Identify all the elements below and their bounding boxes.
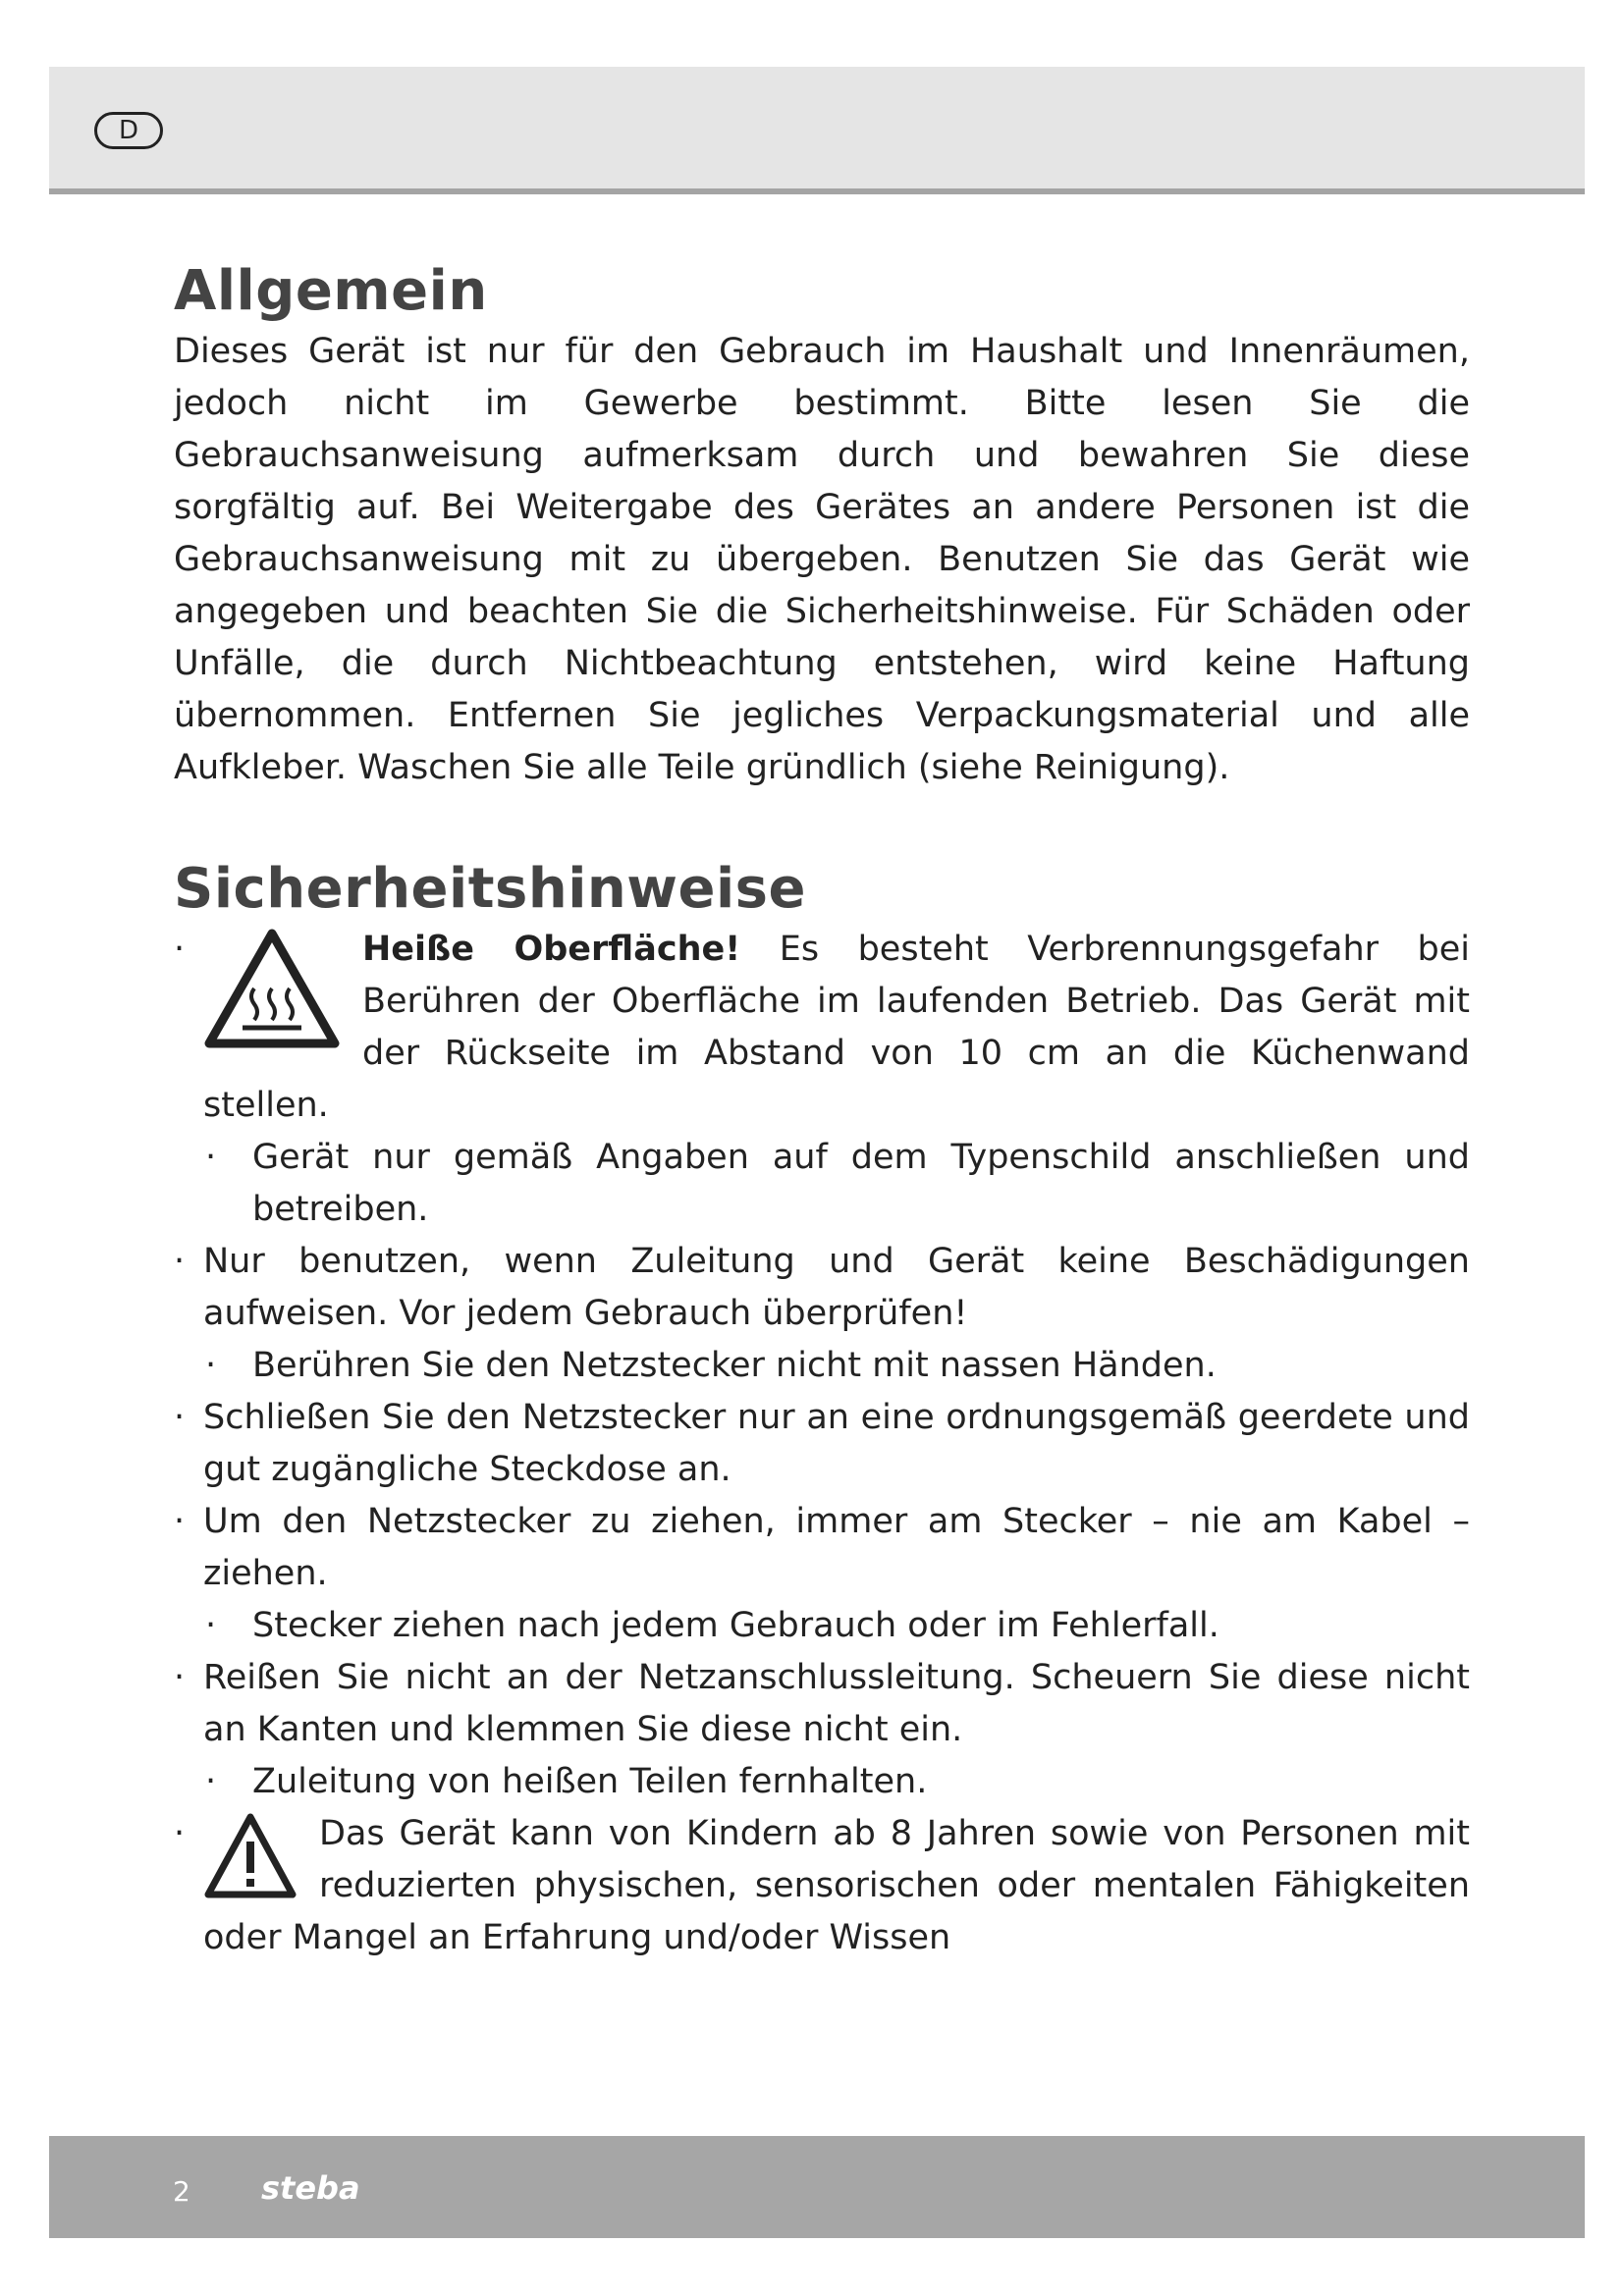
general-paragraph: Dieses Gerät ist nur für den Gebrauch im Haushalt und Innenräumen, jedoch nicht im Gewerbe bestimmt. Bitte lesen Sie die Gebrauchsanweisung aufmerksam durch und bewahren Sie diese sorgfältig auf. Bei Weitergabe des Gerätes an andere Personen ist die Gebrauchsanweisung mit zu übergeben. Benutzen Sie das Gerät wie angegeben und beachten Sie die Sicherheitshinweise. Für Schäden oder Unfälle, die durch Nichtbeachtung entstehen, wird keine Haftung übernommen. Entfernen Sie jegliches Verpackungsmaterial und alle Aufkleber. Waschen Sie alle Teile gründlich (siehe Reinigung). [174,332,1470,787]
safety-item: · Gerät nur gemäß Angaben auf dem Typenschild anschließen und betreiben. [205,1138,1470,1229]
language-badge: D [94,112,163,149]
safety-item: · Reißen Sie nicht an der Netzanschlussleitung. Scheuern Sie diese nicht an Kanten und klemmen Sie diese nicht ein. [174,1658,1470,1749]
hot-surface-warning-icon [203,928,341,1049]
hot-surface-heading: Heiße Oberfläche! [362,930,741,969]
safety-item-hot-surface [174,924,1470,1132]
safety-item: · Um den Netzstecker zu ziehen, immer am Stecker – nie am Kabel – ziehen. [174,1502,1470,1593]
safety-item: · Stecker ziehen nach jedem Gebrauch oder im Fehlerfall. [205,1606,1219,1645]
page-footer [49,2136,1585,2238]
exclamation-warning-icon [203,1812,298,1900]
safety-item-children [174,1808,1470,1964]
steba-logo [257,2169,414,2209]
page-header [49,67,1585,194]
section-title-safety: Sicherheitshinweise [174,857,806,921]
bullet: · [174,930,186,969]
section-title-general: Allgemein [174,259,488,323]
safety-item: · Zuleitung von heißen Teilen fernhalten. [205,1762,928,1801]
page-number: 2 [173,2175,190,2208]
safety-item: · Berühren Sie den Netzstecker nicht mit nassen Händen. [205,1346,1217,1385]
safety-item: · Schließen Sie den Netzstecker nur an eine ordnungsgemäß geerdete und gut zugängliche Steckdose an. [174,1398,1470,1489]
children-warning-text: Das Gerät kann von Kindern ab 8 Jahren sowie von Personen mit reduzierten physischen, sensorischen oder mentalen Fähigkeiten oder Mangel an Erfahrung und/oder Wissen [203,1814,1470,1957]
svg-text:steba: steba [261,2169,360,2207]
safety-item: · Nur benutzen, wenn Zuleitung und Gerät keine Beschädigungen aufweisen. Vor jedem Gebrauch überprüfen! [174,1242,1470,1333]
page-content [174,257,1470,1964]
hot-surface-text: Es besteht Verbrennungsgefahr bei Berühren der Oberfläche im laufenden Betrieb. Das Gerät mit der Rückseite im Abstand von 10 cm an die Küchenwand stellen. [203,930,1470,1125]
bullet: · [174,1814,186,1853]
safety-list [174,924,1470,1964]
